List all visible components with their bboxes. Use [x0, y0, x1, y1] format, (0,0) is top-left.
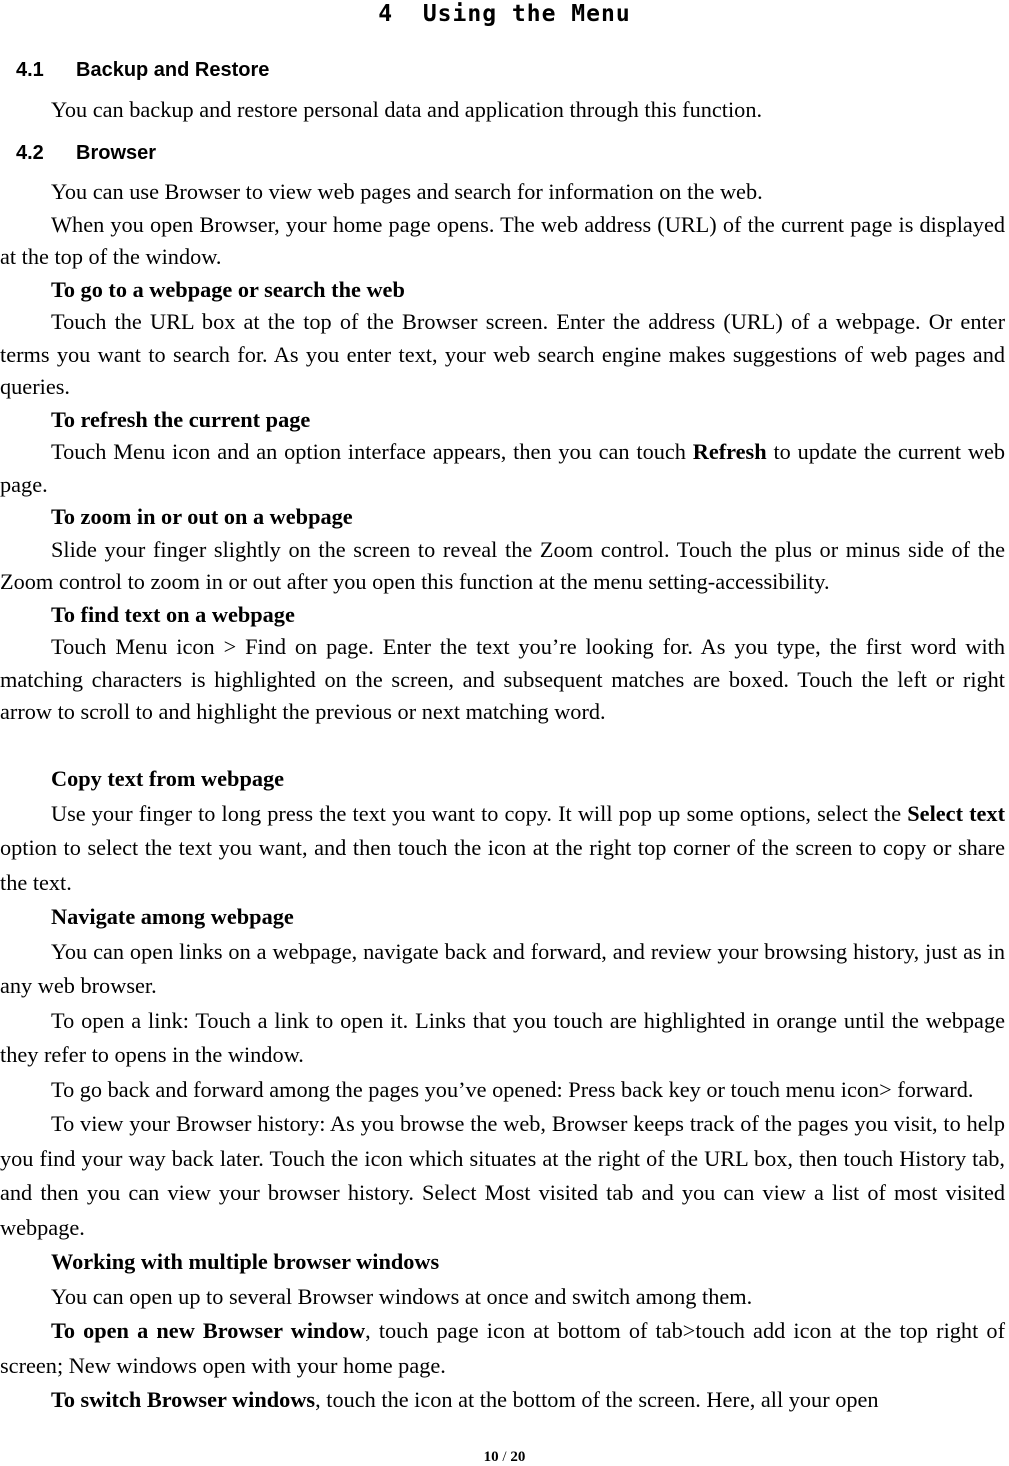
paragraph: You can open up to several Browser windows at once and switch among them. — [51, 1283, 753, 1309]
section-title: Backup and Restore — [76, 59, 270, 81]
chapter-title: 4 Using the Menu — [378, 1, 631, 27]
paragraph: When you open Browser, your home page opens. The web address (URL) of the current page is displayed at the top of the window. — [0, 211, 1005, 269]
section-number: 4.1 — [16, 59, 44, 81]
subheading-go-to-webpage: To go to a webpage or search the web — [51, 276, 405, 302]
emphasis-select-text: Select text — [907, 800, 1005, 826]
text-run: option to select the text you want, and then touch the icon at the right top corner of the screen to copy or share the text. — [0, 835, 1005, 895]
text-run: Touch Menu icon and an option interface appears, then you can touch — [51, 439, 693, 464]
page-separator: / — [498, 1449, 511, 1465]
text-run: to update the current web page. — [0, 439, 1005, 497]
page-number — [0, 1448, 1009, 1466]
paragraph: To go back and forward among the pages you’ve opened: Press back key or touch menu icon> forward. — [51, 1076, 974, 1102]
paragraph: You can open links on a webpage, navigate back and forward, and review your browsing history, just as in any web browser. — [0, 938, 1005, 998]
paragraph — [0, 1383, 1005, 1418]
subheading-multiple-windows: Working with multiple browser windows — [51, 1249, 440, 1274]
paragraph — [0, 436, 1005, 501]
subheading-navigate: Navigate among webpage — [51, 904, 294, 929]
emphasis-refresh: Refresh — [692, 439, 767, 464]
subheading-find-text: To find text on a webpage — [51, 601, 295, 627]
browser-body-continued — [0, 762, 1005, 1418]
paragraph: Touch the URL box at the top of the Browser screen. Enter the address (URL) of a webpage. Or enter terms you want to search for. As you enter text, your web search engine makes suggestions of web pages and queries. — [0, 309, 1005, 399]
browser-body — [0, 176, 1005, 729]
paragraph — [0, 1314, 1005, 1383]
emphasis-open-window: To open a new Browser window — [51, 1318, 366, 1343]
paragraph: Touch Menu icon > Find on page. Enter the text you’re looking for. As you type, the first word with matching characters is highlighted on the screen, and subsequent matches are boxed. Touch the left or right arrow to scroll to and highlight the previous or next matching word. — [0, 634, 1005, 724]
paragraph — [0, 797, 1005, 901]
paragraph: To view your Browser history: As you browse the web, Browser keeps track of the pages you visit, to help you find your way back later. Touch the icon which situates at the right of the URL box, then touch History tab, and then you can view your browser history. Select Most visited tab and you can view a list of most visited webpage. — [0, 1111, 1005, 1240]
section-heading-browser — [16, 141, 156, 165]
section-heading-backup — [16, 58, 269, 82]
page-total: 20 — [510, 1449, 526, 1465]
emphasis-switch-windows: To switch Browser windows — [51, 1387, 316, 1412]
text-run: Use your finger to long press the text you want to copy. It will pop up some options, select the — [51, 800, 908, 826]
paragraph: You can backup and restore personal data and application through this function. — [51, 97, 763, 122]
paragraph: To open a link: Touch a link to open it. Links that you touch are highlighted in orange until the webpage they refer to opens in the window. — [0, 1007, 1005, 1067]
paragraph: You can use Browser to view web pages and search for information on the web. — [51, 179, 763, 204]
subheading-copy-text: Copy text from webpage — [51, 766, 285, 791]
subheading-refresh: To refresh the current page — [51, 406, 311, 432]
section-number: 4.2 — [16, 142, 44, 164]
page-current: 10 — [483, 1449, 499, 1465]
text-run: , touch the icon at the bottom of the screen. Here, all your open — [315, 1387, 879, 1412]
text-run: , touch page icon at bottom of tab>touch add icon at the top right of screen; New windows open with your home page. — [0, 1318, 1005, 1378]
section-title: Browser — [76, 142, 157, 164]
paragraph: Slide your finger slightly on the screen to reveal the Zoom control. Touch the plus or minus side of the Zoom control to zoom in or out after you open this function at the menu setting-accessibility. — [0, 536, 1005, 594]
subheading-zoom: To zoom in or out on a webpage — [51, 504, 353, 529]
